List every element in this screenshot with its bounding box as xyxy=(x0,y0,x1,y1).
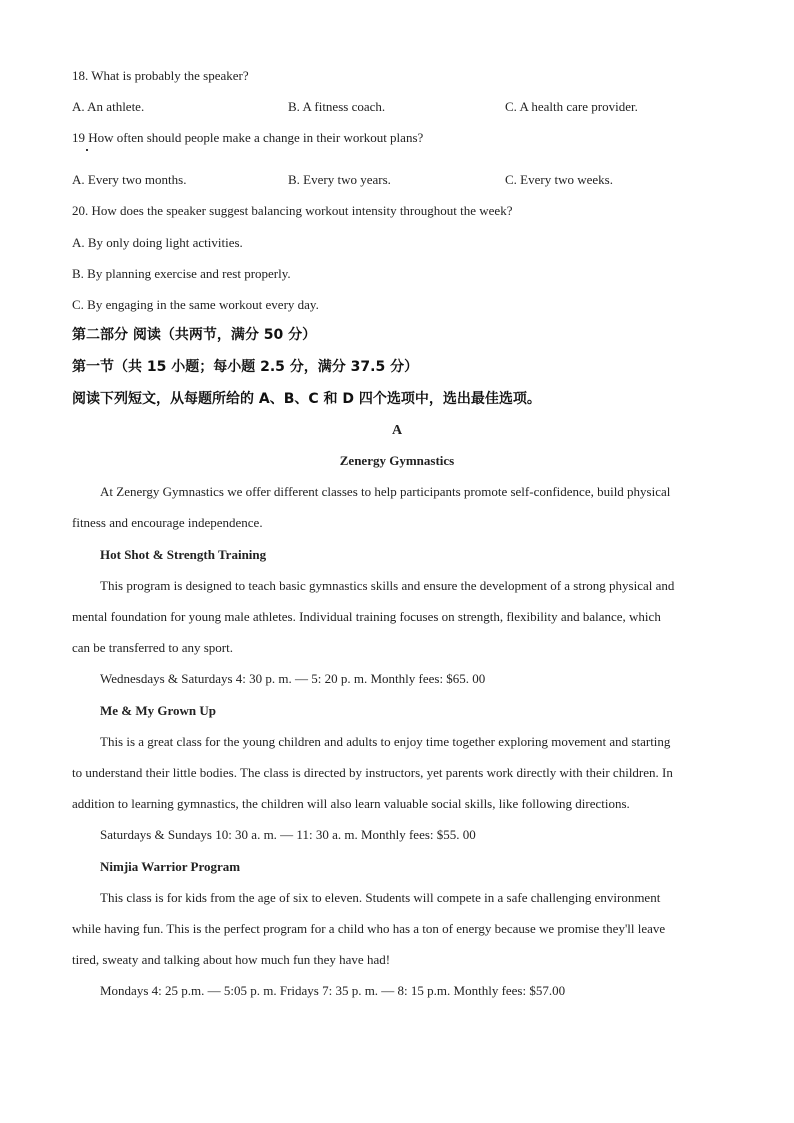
program-title-me-and-my-grown-up: Me & My Grown Up xyxy=(100,703,217,718)
program-3-desc-line-2: while having fun. This is the perfect program for a child who has a ton of energy because we promise they'll leave xyxy=(72,921,666,936)
program-1-schedule: Wednesdays & Saturdays 4: 30 p. m. — 5: 20 p. m. Monthly fees: $65. 00 xyxy=(100,671,486,686)
program-title-nimjia-warrior: Nimjia Warrior Program xyxy=(100,859,241,874)
program-1-desc-line-1: This program is designed to teach basic gymnastics skills and ensure the development of a strong physical and xyxy=(100,578,675,593)
passage-title: Zenergy Gymnastics xyxy=(339,453,455,468)
q19-option-c: C. Every two weeks. xyxy=(505,172,613,187)
program-1-desc-line-2: mental foundation for young male athletes. Individual training focuses on strength, flexibility and balance, which xyxy=(72,609,661,624)
q18-option-a: A. An athlete. xyxy=(72,99,145,114)
program-2-schedule: Saturdays & Sundays 10: 30 a. m. — 11: 30 a. m. Monthly fees: $55. 00 xyxy=(100,827,476,842)
part-title: 第二部分 阅读（共两节，满分 50 分） xyxy=(72,327,317,343)
q19-option-b: B. Every two years. xyxy=(288,172,391,187)
q18-option-c: C. A health care provider. xyxy=(505,99,638,114)
q20-option-c: C. By engaging in the same workout every day. xyxy=(72,297,319,312)
program-2-desc-line-2: to understand their little bodies. The class is directed by instructors, yet parents work directly with their children. In xyxy=(72,765,673,780)
program-1-desc-line-3: can be transferred to any sport. xyxy=(72,640,233,655)
question-20: 20. How does the speaker suggest balancing workout intensity throughout the week? xyxy=(72,203,513,218)
intro-line-2: fitness and encourage independence. xyxy=(72,515,263,530)
question-18: 18. What is probably the speaker? xyxy=(72,68,249,83)
program-title-hot-shot: Hot Shot & Strength Training xyxy=(100,547,267,562)
passage-letter: A xyxy=(391,423,403,438)
program-3-schedule: Mondays 4: 25 p.m. — 5:05 p. m. Fridays 7: 35 p. m. — 8: 15 p.m. Monthly fees: $57.00 xyxy=(100,983,566,998)
q19-option-a: A. Every two months. xyxy=(72,172,187,187)
question-19: 19 How often should people make a change in their workout plans? xyxy=(72,130,424,145)
q20-option-b: B. By planning exercise and rest properly. xyxy=(72,266,291,281)
q18-option-b: B. A fitness coach. xyxy=(288,99,386,114)
program-2-desc-line-1: This is a great class for the young children and adults to enjoy time together exploring movement and starting xyxy=(100,734,671,749)
program-2-desc-line-3: addition to learning gymnastics, the children will also learn valuable social skills, like following directions. xyxy=(72,796,630,811)
intro-line-1: At Zenergy Gymnastics we offer different classes to help participants promote self-confidence, build physical xyxy=(100,484,671,499)
reading-instructions: 阅读下列短文，从每题所给的 A、B、C 和 D 四个选项中，选出最佳选项。 xyxy=(72,391,541,407)
subsection-title: 第一节（共 15 小题；每小题 2.5 分，满分 37.5 分） xyxy=(72,359,419,375)
program-3-desc-line-1: This class is for kids from the age of six to eleven. Students will compete in a safe challenging environment xyxy=(100,890,661,905)
program-3-desc-line-3: tired, sweaty and talking about how much fun they have had! xyxy=(72,952,391,967)
q20-option-a: A. By only doing light activities. xyxy=(72,235,243,250)
stray-dot xyxy=(86,149,88,151)
